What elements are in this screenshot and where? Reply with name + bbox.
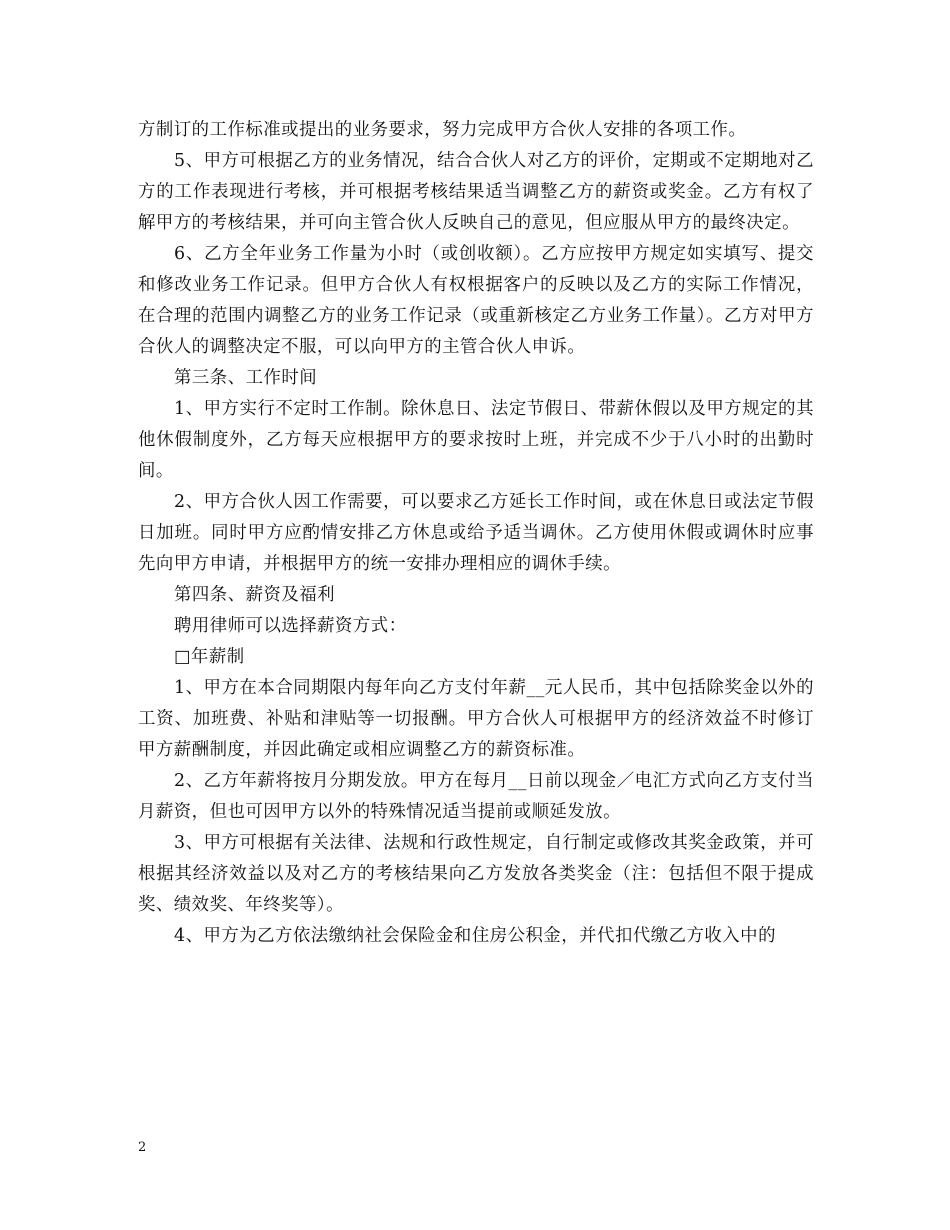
section-heading-article-3: 第三条、工作时间 xyxy=(174,368,318,388)
paragraph-salary-2: 2、乙方年薪将按月分期发放。甲方在每月__日前以现金／电汇方式向乙方支付当月薪资，但也可因甲方以外的特殊情况适当提前或顺延发放。 xyxy=(138,771,814,822)
paragraph-clause-6: 6、乙方全年业务工作量为小时（或创收额）。乙方应按甲方规定如实填写、提交和修改业务工作记录。但甲方合伙人有权根据客户的反映以及乙方的实际工作情况，在合理的范围内调整乙方的业务工作记录（或重新核定乙方业务工作量）。乙方对甲方合伙人的调整决定不服，可以向甲方的主管合伙人申诉。 xyxy=(138,244,814,357)
paragraph-work-time-1: 1、甲方实行不定时工作制。除休息日、法定节假日、带薪休假以及甲方规定的其他休假制度外，乙方每天应根据甲方的要求按时上班，并完成不少于八小时的出勤时间。 xyxy=(138,399,814,481)
paragraph-salary-options: 聘用律师可以选择薪资方式： xyxy=(174,616,407,636)
paragraph-salary-4: 4、甲方为乙方依法缴纳社会保险金和住房公积金，并代扣代缴乙方收入中的 xyxy=(174,926,776,946)
page-number: 2 xyxy=(138,1140,147,1155)
checkbox-annual-salary: □年薪制 xyxy=(174,647,245,667)
paragraph-clause-5: 5、甲方可根据乙方的业务情况，结合合伙人对乙方的评价，定期或不定期地对乙方的工作表现进行考核，并可根据考核结果适当调整乙方的薪资或奖金。乙方有权了解甲方的考核结果，并可向主管合伙人反映自己的意见，但应服从甲方的最终决定。 xyxy=(138,151,814,233)
paragraph-work-time-2: 2、甲方合伙人因工作需要，可以要求乙方延长工作时间，或在休息日或法定节假日加班。同时甲方应酌情安排乙方休息或给予适当调休。乙方使用休假或调休时应事先向甲方申请，并根据甲方的统一安排办理相应的调休手续。 xyxy=(138,492,814,574)
paragraph-salary-1: 1、甲方在本合同期限内每年向乙方支付年薪__元人民币，其中包括除奖金以外的工资、加班费、补贴和津贴等一切报酬。甲方合伙人可根据甲方的经济效益不时修订甲方薪酬制度，并因此确定或相应调整乙方的薪资标准。 xyxy=(138,678,814,760)
paragraph-continuation: 方制订的工作标准或提出的业务要求，努力完成甲方合伙人安排的各项工作。 xyxy=(138,120,747,140)
paragraph-salary-3: 3、甲方可根据有关法律、法规和行政性规定，自行制定或修改其奖金政策，并可根据其经济效益以及对乙方的考核结果向乙方发放各类奖金（注：包括但不限于提成奖、绩效奖、年终奖等）。 xyxy=(138,833,814,915)
section-heading-article-4: 第四条、薪资及福利 xyxy=(174,585,336,605)
document-body xyxy=(138,115,814,952)
